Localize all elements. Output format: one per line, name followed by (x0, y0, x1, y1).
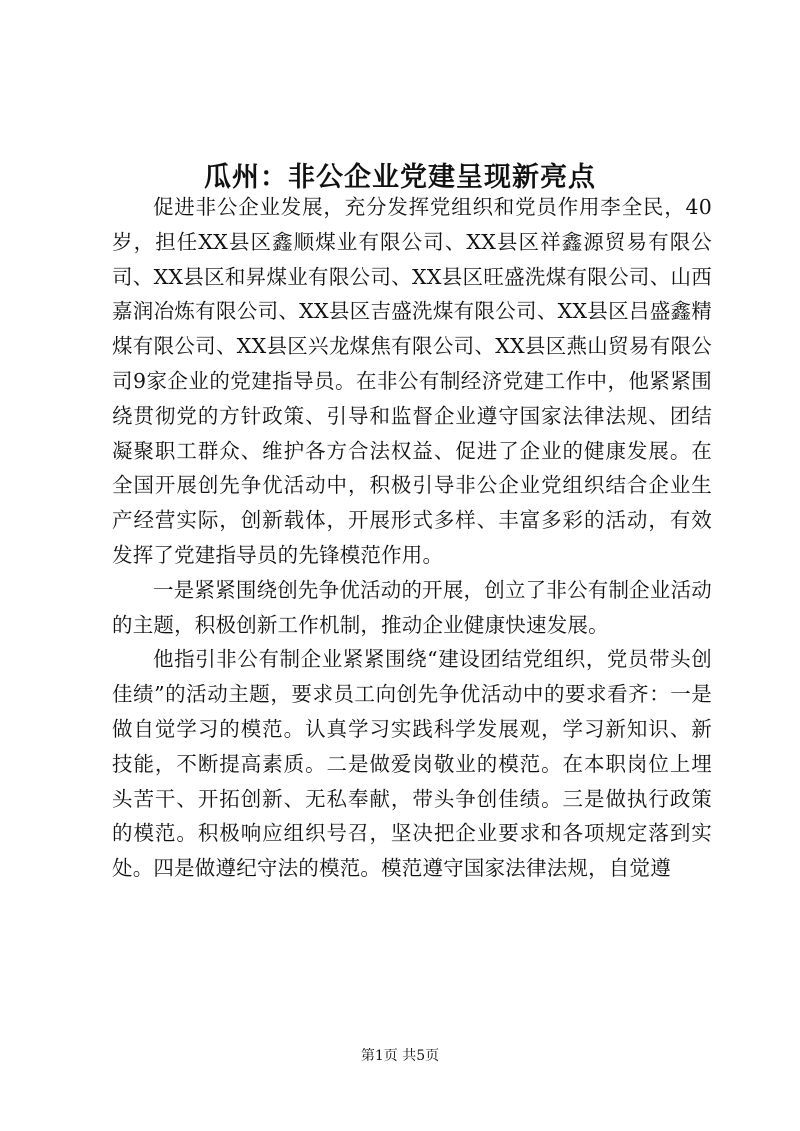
paragraph-1: 促进非公企业发展，充分发挥党组织和党员作用李全民，40岁，担任XX县区鑫顺煤业有限公司、XX县区祥鑫源贸易有限公司、XX县区和昇煤业有限公司、XX县区旺盛洗煤有限公司、山西嘉润冶炼有限公司、XX县区吉盛洗煤有限公司、XX县区吕盛鑫精煤有限公司、XX县区兴龙煤焦有限公司、XX县区燕山贸易有限公司9家企业的党建指导员。在非公有制经济党建工作中，他紧紧围绕贯彻党的方针政策、引导和监督企业遵守国家法律法规、团结凝聚职工群众、维护各方合法权益、促进了企业的健康发展。在全国开展创先争优活动中，积极引导非公企业党组织结合企业生产经营实际，创新载体，开展形式多样、丰富多彩的活动，有效发挥了党建指导员的先锋模范作用。 (112, 195, 712, 567)
document-body (112, 190, 712, 886)
paragraph-2: 一是紧紧围绕创先争优活动的开展，创立了非公有制企业活动的主题，积极创新工作机制，推动企业健康快速发展。 (112, 577, 712, 637)
document-title: 瓜州：非公企业党建呈现新亮点 (204, 162, 596, 194)
paragraph-3: 他指引非公有制企业紧紧围绕“建设团结党组织，党员带头创佳绩”的活动主题，要求员工向创先争优活动中的要求看齐：一是做自觉学习的模范。认真学习实践科学发展观，学习新知识、新技能，不断提高素质。二是做爱岗敬业的模范。在本职岗位上埋头苦干、开拓创新、无私奉献，带头争创佳绩。三是做执行政策的模范。积极响应组织号召，坚决把企业要求和各项规定落到实处。四是做遵纪守法的模范。模范遵守国家法律法规，自觉遵 (112, 647, 712, 881)
page-number-footer: 第1页 共5页 (360, 1048, 440, 1064)
